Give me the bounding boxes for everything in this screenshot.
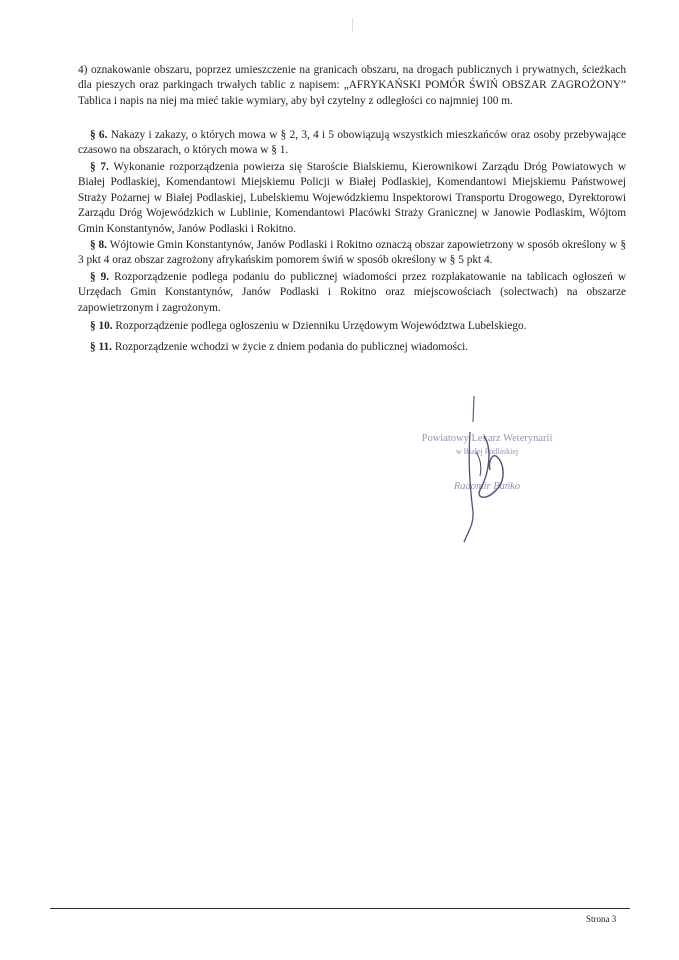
section-number: § 6.	[90, 129, 108, 141]
paragraph-11	[78, 340, 626, 355]
paragraph-6	[78, 128, 626, 159]
page-number: Strona 3	[586, 914, 617, 924]
section-text: Rozporządzenie wchodzi w życie z dniem podania do publicznej wiadomości.	[114, 341, 469, 353]
stamp-name: Radomir Bańko	[453, 481, 521, 492]
section-text: Nakazy i zakazy, o których mowa w § 2, 3, 4 i 5 obowiązują wszystkich mieszkańców oraz osoby przebywające czasowo na obszarach, o których mowa w § 1.	[78, 129, 626, 157]
paragraph-10	[78, 319, 626, 334]
section-number: § 7.	[90, 161, 109, 173]
handwritten-signature	[440, 392, 560, 552]
stamp-location: w Białej Podlaskiej	[455, 447, 519, 456]
stamp-title: Powiatowy Lekarz Weterynarii	[421, 433, 553, 444]
section-text: Wójtowie Gmin Konstantynów, Janów Podlaski i Rokitno oznaczą obszar zapowietrzony w sposób określony w § 3 pkt 4 oraz obszar zagrożony afrykańskim pomorem świń w sposób określony w § 5 pkt 4.	[78, 239, 626, 267]
item-4-paragraph: 4) oznakowanie obszaru, poprzez umieszczenie na granicach obszaru, na drogach publicznych i prywatnych, ścieżkach dla pieszych oraz parkingach trwałych tablic z napisem: „AFRYKAŃSKI POMÓR ŚWIŃ OBSZAR ZAGROŻONY” Tablica i napis na niej ma mieć takie wymiary, aby był czytelny z odległości co najmniej 100 m.	[78, 64, 626, 107]
section-number: § 9.	[90, 271, 110, 283]
section-number: § 10.	[90, 320, 113, 332]
footer-rule	[50, 908, 630, 909]
section-number: § 8.	[90, 239, 108, 251]
paragraph-7	[78, 160, 626, 237]
paragraph-9	[78, 270, 626, 316]
section-text: Rozporządzenie podlega ogłoszeniu w Dzienniku Urzędowym Województwa Lubelskiego.	[115, 320, 527, 332]
section-text: Rozporządzenie podlega podaniu do publicznej wiadomości przez rozplakatowanie na tablicach ogłoszeń w Urzędach Gmin Konstantynów, Janów Podlaski i Rokitno oraz miejscowościach (solectwach) na obszarze zapowietrzonym i zagrożonym.	[78, 271, 626, 314]
section-text: Wykonanie rozporządzenia powierza się Staroście Bialskiemu, Kierownikowi Zarządu Dróg Powiatowych w Białej Podlaskiej, Komendantowi Miejskiemu Policji w Białej Podlaskiej, Komendantowi Miejskiemu Państwowej Straży Pożarnej w Białej Podlaskiej, Lubelskiemu Wojewódzkiemu Inspektorowi Transportu Drogowego, Dyrektorowi Zarządu Dróg Wojewódzkich w Lublinie, Komendantowi Placówki Straży Granicznej w Janowie Podlaskim, Wójtom Gmin Konstantynów, Janów Podlaski i Rokitno.	[78, 161, 627, 235]
section-number: § 11.	[90, 341, 112, 353]
paragraph-8	[78, 238, 626, 269]
scan-speck	[352, 18, 353, 32]
